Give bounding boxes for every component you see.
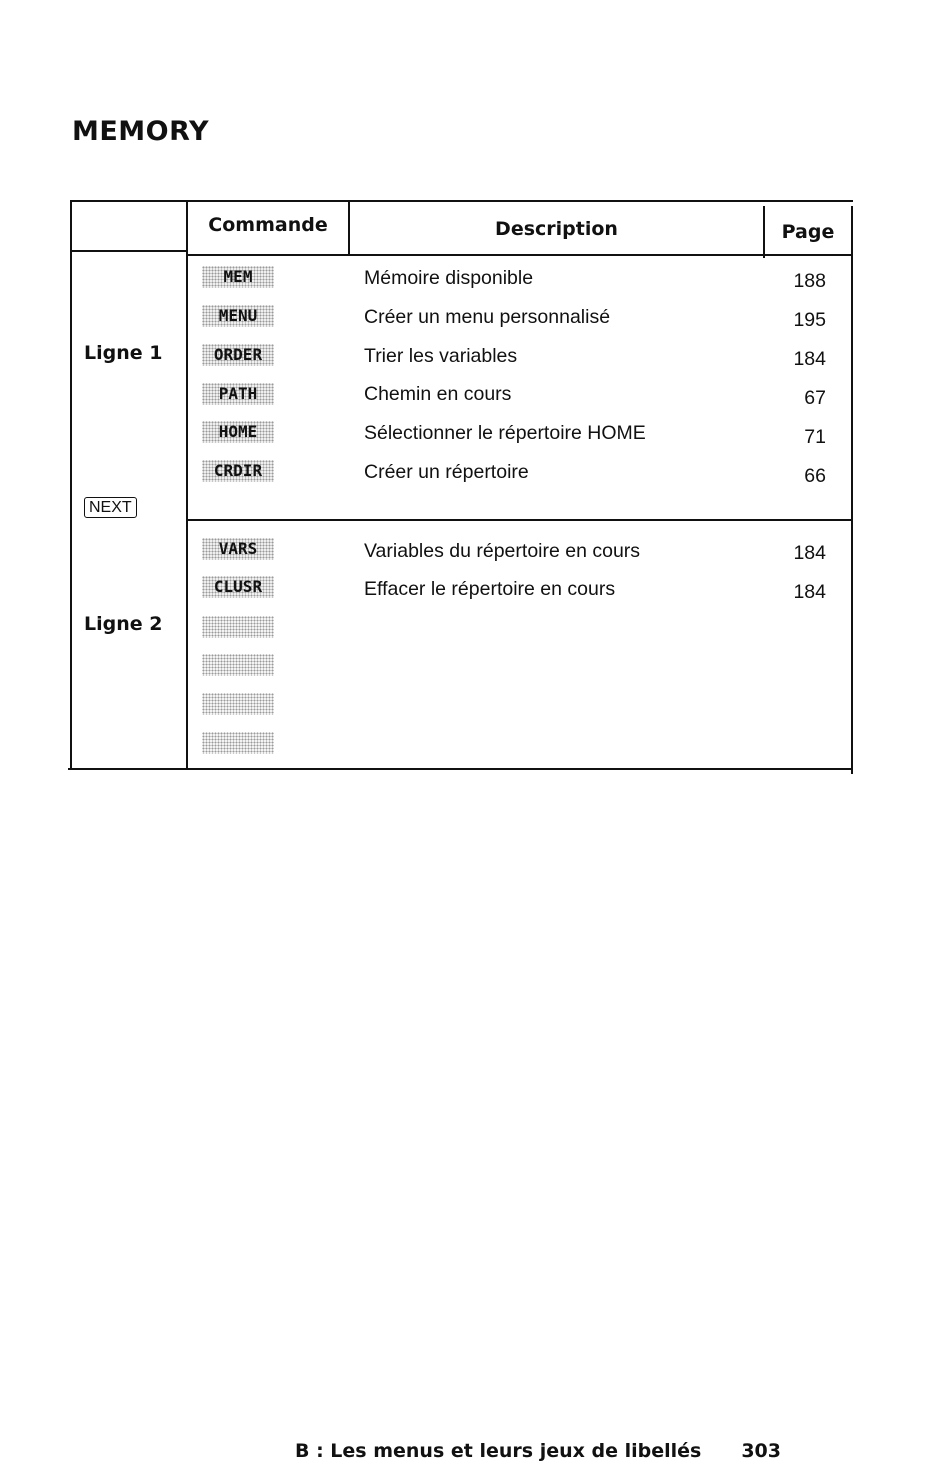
page-cell: 184 — [793, 581, 826, 603]
table-border-right — [851, 206, 853, 774]
description-cell: Sélectionner le répertoire HOME — [364, 422, 646, 444]
line2-label: Ligne 2 — [84, 613, 163, 635]
page-cell: 71 — [804, 426, 826, 448]
page-cell: 184 — [793, 542, 826, 564]
description-cell: Chemin en cours — [364, 383, 512, 405]
softkey-clusr: CLUSR — [202, 576, 274, 598]
table-border-left — [70, 200, 72, 770]
blank-softkey — [202, 616, 274, 638]
description-cell: Trier les variables — [364, 345, 518, 367]
description-cell: Créer un menu personnalisé — [364, 306, 611, 328]
header-description: Description — [495, 218, 618, 240]
page-cell: 66 — [804, 465, 826, 487]
softkey-path: PATH — [202, 383, 274, 405]
header-rule-left — [70, 250, 188, 252]
line1-label: Ligne 1 — [84, 342, 163, 364]
page-cell: 188 — [793, 270, 826, 292]
header-command: Commande — [208, 214, 328, 236]
header-rule-right — [186, 254, 853, 256]
description-cell: Mémoire disponible — [364, 267, 534, 289]
page-footer — [295, 1440, 781, 1462]
page-cell: 184 — [793, 348, 826, 370]
blank-softkey — [202, 654, 274, 676]
softkey-home: HOME — [202, 421, 274, 443]
footer-page-number: 303 — [741, 1440, 781, 1462]
blank-softkey — [202, 732, 274, 754]
page-title: MEMORY — [72, 116, 209, 147]
memory-table — [68, 198, 853, 776]
footer-chapter-title: B : Les menus et leurs jeux de libellés — [295, 1440, 702, 1462]
description-cell: Créer un répertoire — [364, 461, 529, 483]
page-cell: 67 — [804, 387, 826, 409]
softkey-menu: MENU — [202, 305, 274, 327]
softkey-vars: VARS — [202, 538, 274, 560]
line-separator — [186, 519, 853, 521]
header-page: Page — [781, 221, 835, 243]
description-cell: Effacer le répertoire en cours — [364, 578, 616, 600]
softkey-crdir: CRDIR — [202, 460, 274, 482]
description-cell: Variables du répertoire en cours — [364, 540, 641, 562]
page-cell: 195 — [793, 309, 826, 331]
column-divider-label — [186, 200, 188, 770]
next-key: NEXT — [84, 497, 137, 518]
softkey-mem: MEM — [202, 266, 274, 288]
softkey-order: ORDER — [202, 344, 274, 366]
blank-softkey — [202, 693, 274, 715]
